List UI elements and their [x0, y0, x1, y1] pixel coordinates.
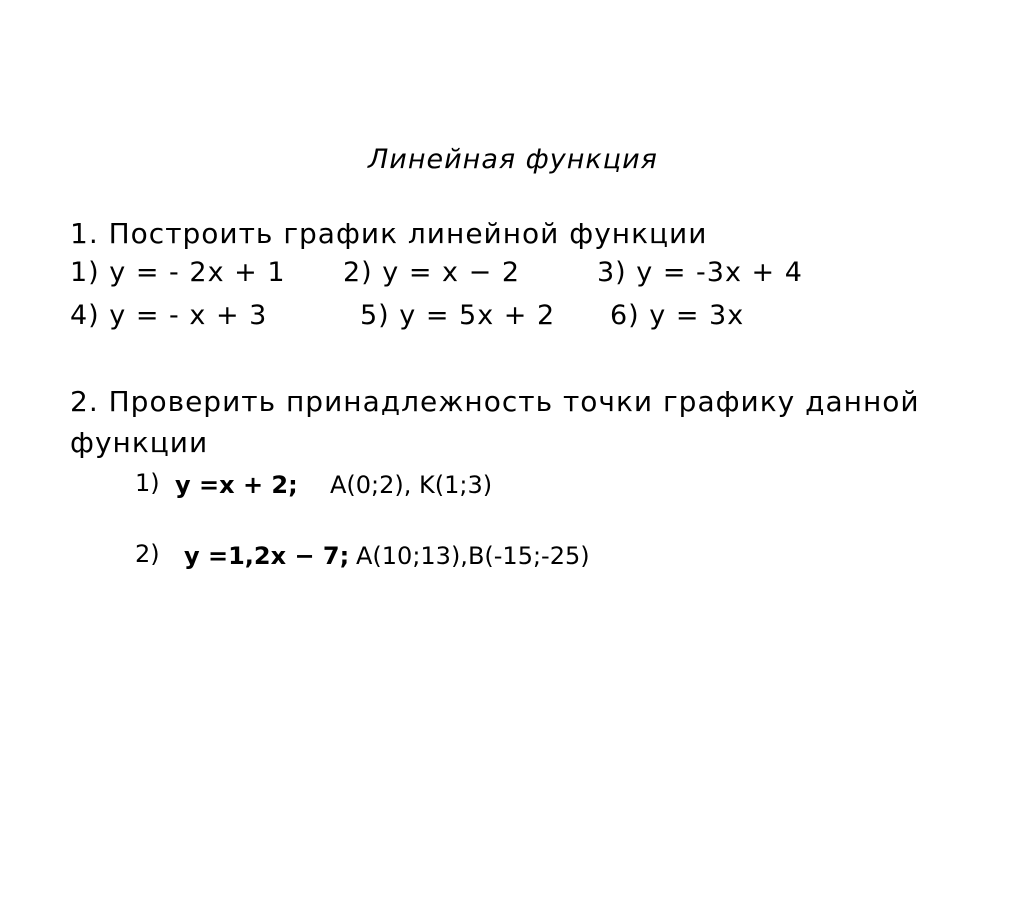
- task-1-item-1: 1) y = - 2x + 1: [70, 257, 286, 288]
- task-1-item-4: 4) y = - x + 3: [70, 300, 268, 331]
- task-2-item-2-points: A(10;13),B(-15;-25): [356, 542, 590, 570]
- task-1-heading: 1. Построить график линейной функции: [70, 217, 708, 250]
- task-2-heading-line-1: 2. Проверить принадлежность точки графику данной: [70, 385, 920, 418]
- task-1-item-3: 3) y = -3x + 4: [597, 257, 803, 288]
- task-1-item-6: 6) y = 3x: [610, 300, 745, 331]
- task-2-item-2-equation: y =1,2x − 7;: [184, 542, 350, 570]
- task-2-item-1-equation: y =x + 2;: [175, 471, 298, 499]
- task-2-item-2-number: 2): [135, 540, 160, 568]
- page-title: Линейная функция: [368, 144, 658, 175]
- task-2-item-1-number: 1): [135, 469, 160, 497]
- task-2-heading-line-2: функции: [70, 426, 209, 459]
- task-2-item-1-points: A(0;2), K(1;3): [330, 471, 493, 499]
- task-1-item-2: 2) y = x − 2: [343, 257, 521, 288]
- task-1-item-5: 5) y = 5x + 2: [360, 300, 556, 331]
